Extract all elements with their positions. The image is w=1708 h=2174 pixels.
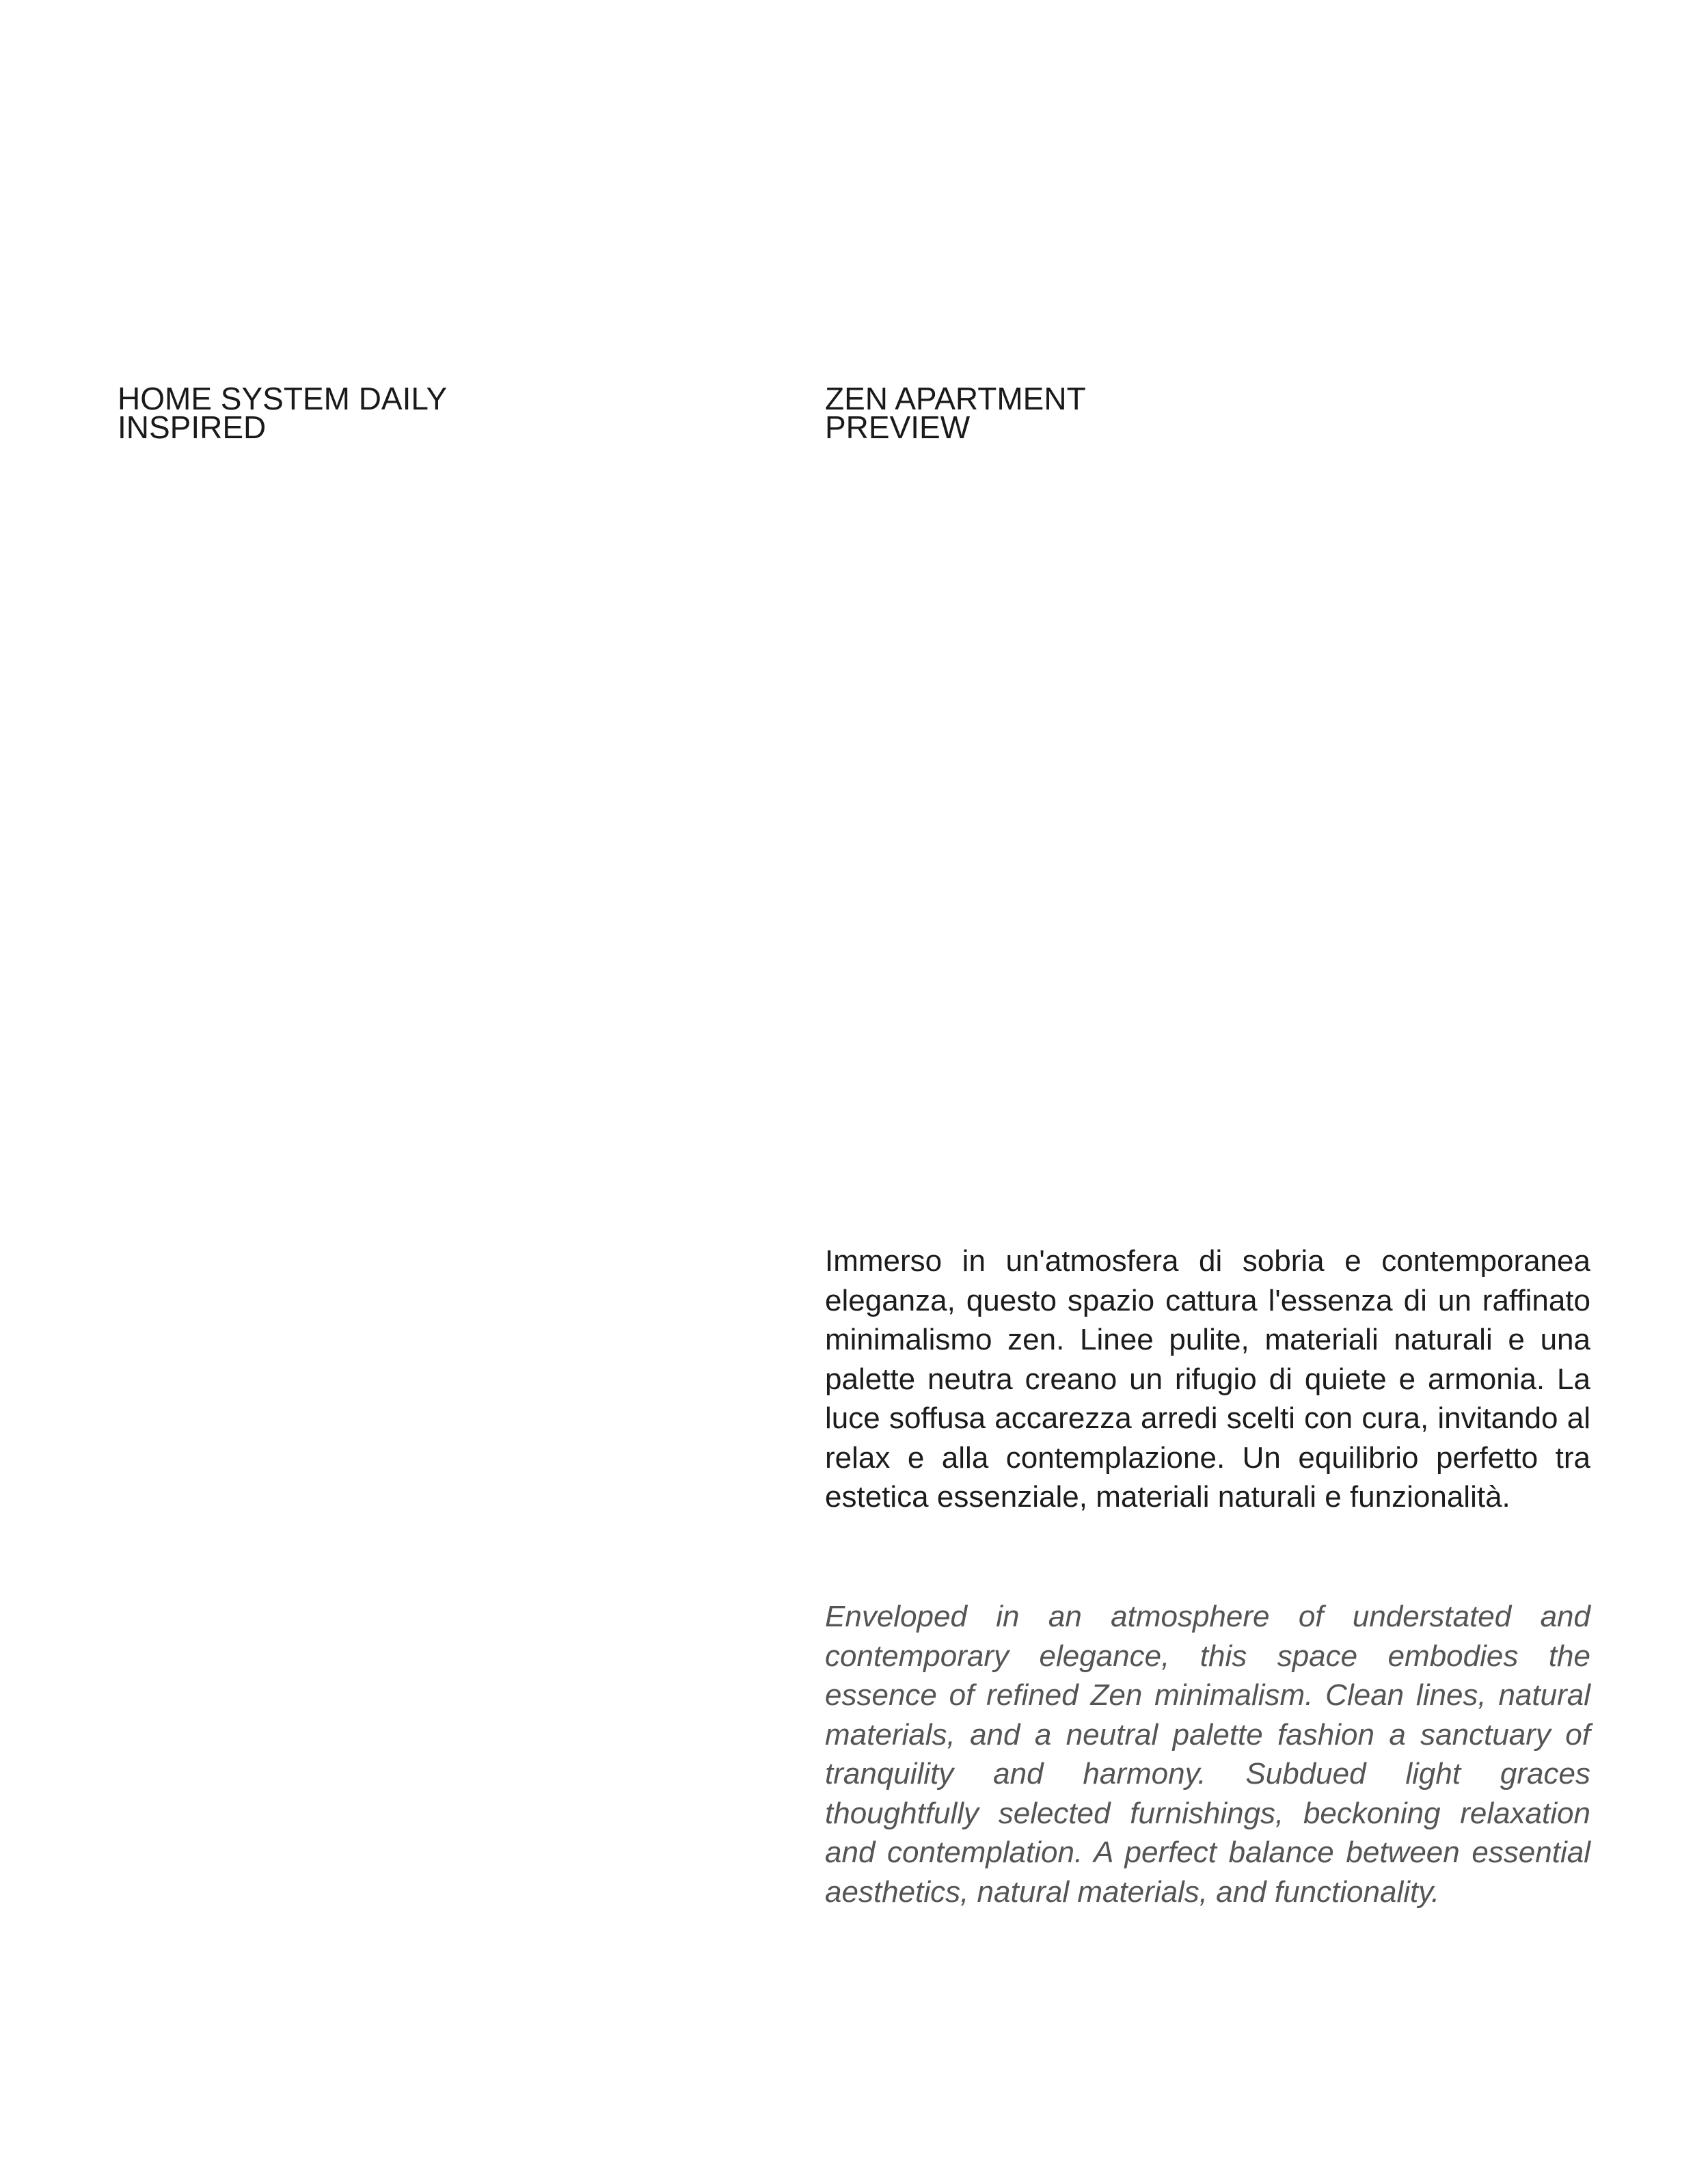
description-english: Enveloped in an atmosphere of understated and contemporary elegance, this space embodies the essence of refined Zen minimalism. Clean lines, natural materials, and a neutral palette fashion a sanctuary of tranquility and harmony. Subdued light graces thoughtfully selected furnishings, beckoning relaxation and contemplation. A perfect balance between essential aesthetics, natural materials, and functionality. <box>825 1600 1590 1909</box>
brand-title <box>118 381 448 445</box>
brand-title-line-2: INSPIRED <box>118 410 267 445</box>
section-title-line-2: PREVIEW <box>825 410 971 445</box>
section-title <box>825 381 1086 445</box>
description-italian: Immerso in un'atmosfera di sobria e contemporanea eleganza, questo spazio cattura l'essenza di un raffinato minimalismo zen. Linee pulite, materiali naturali e una palette neutra creano un rifugio di quiete e armonia. La luce soffusa accarezza arredi scelti con cura, invitando al relax e alla contemplazione. Un equilibrio perfetto tra estetica essenziale, materiali naturali e funzionalità. <box>825 1244 1590 1514</box>
brand-title-line-1: HOME SYSTEM DAILY <box>118 381 448 416</box>
section-title-line-1: ZEN APARTMENT <box>825 381 1086 416</box>
